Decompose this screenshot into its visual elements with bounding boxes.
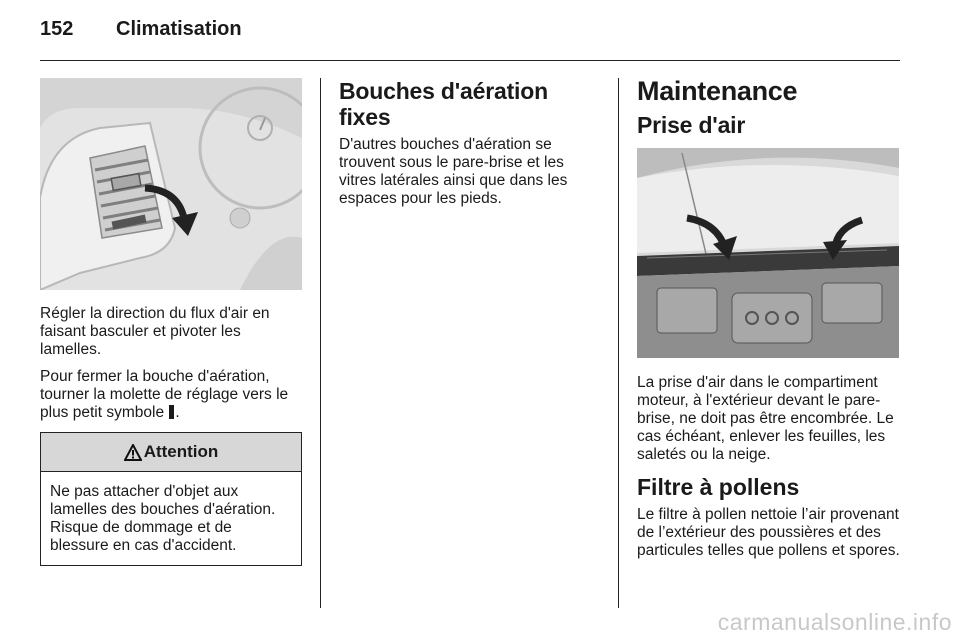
air-vent-photo-icon xyxy=(40,78,302,290)
maintenance-heading: Maintenance xyxy=(637,76,798,106)
pollen-filter-heading: Filtre à pollens xyxy=(637,474,800,500)
air-intake-text: La prise d'air dans le compartiment moteur, à l'extérieur devant le pare-brise, ne doit pas être encombrée. Le cas échéant, enlever les feuilles, les saletés ou la neige. xyxy=(637,374,894,463)
page-header xyxy=(40,18,242,41)
watermark-text: carmanualsonline.info xyxy=(717,609,952,635)
warning-box xyxy=(40,432,302,566)
column-divider-left xyxy=(320,78,321,608)
vent-closed-symbol-icon xyxy=(169,405,174,419)
left-column xyxy=(40,78,302,566)
header-rule xyxy=(40,60,900,61)
warning-header xyxy=(41,433,301,472)
engine-bay-photo-icon xyxy=(637,148,899,358)
fixed-vents-heading: Bouches d'aération fixes xyxy=(339,78,548,130)
vent-close-text: Pour fermer la bouche d'aération, tourner la molette de réglage vers le plus petit symbole . xyxy=(40,368,289,421)
warning-title: Attention xyxy=(143,442,219,461)
right-column xyxy=(637,76,902,569)
fixed-vents-text: D'autres bouches d'aération se trouvent sous le pare-brise et les vitres latérales ainsi que dans les espaces pour les pieds. xyxy=(339,136,568,207)
chapter-title: Climatisation xyxy=(116,18,242,40)
warning-text: Ne pas attacher d'objet aux lamelles des bouches d'aération. Risque de dommage et de blessure en cas d'accident. xyxy=(50,483,276,554)
pollen-filter-text: Le filtre à pollen nettoie l’air provenant de l’extérieur des poussières et des particules telles que pollens et spores. xyxy=(637,506,900,559)
vent-adjust-text: Régler la direction du flux d'air en faisant basculer et pivoter les lamelles. xyxy=(40,305,270,358)
air-intake-heading: Prise d'air xyxy=(637,112,746,138)
column-divider-right xyxy=(618,78,619,608)
warning-triangle-icon xyxy=(124,444,142,461)
middle-column xyxy=(339,78,601,217)
page-number: 152 xyxy=(40,18,74,40)
